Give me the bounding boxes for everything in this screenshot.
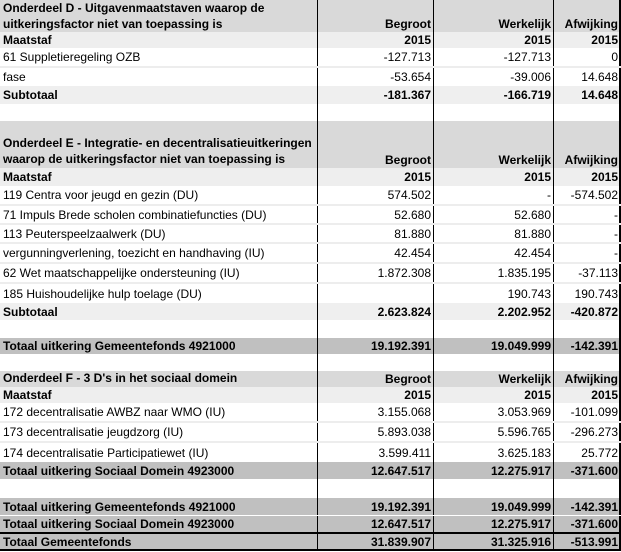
total-werkelijk: 12.275.917 (434, 462, 554, 479)
table-row (0, 48, 621, 68)
row-werkelijk: 81.880 (434, 225, 554, 242)
col-header-afwijking: Afwijking (554, 0, 621, 32)
subtotal-afwijking: 14.648 (554, 86, 621, 104)
subtotal-werkelijk: 2.202.952 (434, 303, 554, 320)
row-label: 119 Centra voor jeugd en gezin (DU) (0, 186, 318, 204)
section-d-title: Onderdeel D - Uitgavenmaatstaven waarop de uitkeringsfactor niet van toepassing is (0, 0, 318, 32)
year-werkelijk: 2015 (434, 387, 554, 403)
section-e-header (0, 121, 621, 168)
section-e-subtotal-row (0, 303, 621, 320)
row-label: fase (0, 68, 318, 86)
row-werkelijk: 42.454 (434, 244, 554, 262)
total-werkelijk: 19.049.999 (434, 498, 554, 515)
col-header-afwijking: Afwijking (554, 121, 621, 168)
row-begroot: 574.502 (318, 186, 434, 204)
col-header-begroot: Begroot (318, 121, 434, 168)
maatstaf-label: Maatstaf (0, 387, 318, 403)
row-werkelijk: 52.680 (434, 206, 554, 223)
row-afwijking: -296.273 (554, 423, 621, 441)
row-begroot: 3.155.068 (318, 403, 434, 421)
row-begroot: 81.880 (318, 225, 434, 242)
row-werkelijk: 190.743 (434, 284, 554, 303)
section-f-header (0, 371, 621, 387)
grand-total-label: Totaal Gemeentefonds (0, 534, 318, 549)
section-e-subheader (0, 168, 621, 186)
row-werkelijk: -127.713 (434, 48, 554, 66)
row-afwijking: 0 (554, 48, 621, 66)
col-header-begroot: Begroot (318, 0, 434, 32)
maatstaf-label: Maatstaf (0, 168, 318, 186)
row-afwijking: 25.772 (554, 443, 621, 462)
spacer-row (0, 354, 621, 371)
row-begroot: 3.599.411 (318, 443, 434, 462)
total-label: Totaal uitkering Gemeentefonds 4921000 (0, 498, 318, 515)
year-begroot: 2015 (318, 387, 434, 403)
summary-gemeentefonds-row (0, 498, 621, 516)
subtotal-label: Subtotaal (0, 86, 318, 104)
year-begroot: 2015 (318, 32, 434, 48)
table-row (0, 68, 621, 86)
subtotal-label: Subtotaal (0, 303, 318, 320)
table-row (0, 244, 621, 264)
row-begroot: 1.872.308 (318, 264, 434, 282)
section-d-subtotal-row (0, 86, 621, 104)
row-label: 172 decentralisatie AWBZ naar WMO (IU) (0, 403, 318, 421)
row-werkelijk: - (434, 186, 554, 204)
total-begroot: 12.647.517 (318, 516, 434, 532)
total-label: Totaal uitkering Gemeentefonds 4921000 (0, 338, 318, 354)
row-label: 174 decentralisatie Participatiewet (IU) (0, 443, 318, 462)
total-begroot: 19.192.391 (318, 338, 434, 354)
spacer-row (0, 320, 621, 338)
col-header-werkelijk: Werkelijk (434, 0, 554, 32)
table-row (0, 225, 621, 244)
section-e-title: Onderdeel E - Integratie- en decentralisatieuitkeringen waarop de uitkeringsfactor niet van toepassing is (0, 121, 318, 168)
spacer-row (0, 104, 621, 121)
row-begroot (318, 284, 434, 303)
row-label: 71 Impuls Brede scholen combinatiefuncties (DU) (0, 206, 318, 223)
table-row (0, 206, 621, 225)
section-f-title: Onderdeel F - 3 D's in het sociaal domein (0, 371, 318, 387)
row-begroot: 5.893.038 (318, 423, 434, 441)
row-afwijking: 14.648 (554, 68, 621, 86)
table-row (0, 284, 621, 303)
table-row (0, 403, 621, 423)
row-afwijking: -37.113 (554, 264, 621, 282)
row-begroot: 52.680 (318, 206, 434, 223)
row-afwijking: - (554, 244, 621, 262)
row-werkelijk: 1.835.195 (434, 264, 554, 282)
row-label: 61 Suppletieregeling OZB (0, 48, 318, 66)
col-header-werkelijk: Werkelijk (434, 371, 554, 387)
row-label: 185 Huishoudelijke hulp toelage (DU) (0, 284, 318, 303)
row-werkelijk: -39.006 (434, 68, 554, 86)
col-header-afwijking: Afwijking (554, 371, 621, 387)
row-werkelijk: 3.625.183 (434, 443, 554, 462)
subtotal-afwijking: -420.872 (554, 303, 621, 320)
row-afwijking: 190.743 (554, 284, 621, 303)
grand-total-row (0, 532, 621, 551)
maatstaf-label: Maatstaf (0, 32, 318, 48)
row-label: 113 Peuterspeelzaalwerk (DU) (0, 225, 318, 242)
subtotal-begroot: -181.367 (318, 86, 434, 104)
total-werkelijk: 19.049.999 (434, 338, 554, 354)
col-header-begroot: Begroot (318, 371, 434, 387)
year-afwijking: 2015 (554, 387, 621, 403)
col-header-werkelijk: Werkelijk (434, 121, 554, 168)
section-d-subheader (0, 32, 621, 48)
total-afwijking: -142.391 (554, 338, 621, 354)
row-afwijking: - (554, 225, 621, 242)
year-afwijking: 2015 (554, 168, 621, 186)
total-label: Totaal uitkering Sociaal Domein 4923000 (0, 462, 318, 479)
table-row (0, 423, 621, 443)
grand-total-afwijking: -513.991 (554, 534, 621, 549)
row-begroot: 42.454 (318, 244, 434, 262)
total-sociaal-domein-row (0, 462, 621, 479)
row-label: vergunningverlening, toezicht en handhaving (IU) (0, 244, 318, 262)
table-row (0, 264, 621, 284)
year-afwijking: 2015 (554, 32, 621, 48)
row-afwijking: - (554, 206, 621, 223)
row-label: 173 decentralisatie jeugdzorg (IU) (0, 423, 318, 441)
summary-sociaal-domein-row (0, 516, 621, 532)
grand-total-begroot: 31.839.907 (318, 534, 434, 549)
subtotal-begroot: 2.623.824 (318, 303, 434, 320)
row-werkelijk: 5.596.765 (434, 423, 554, 441)
total-afwijking: -371.600 (554, 516, 621, 532)
section-d-header (0, 0, 621, 32)
table-row (0, 186, 621, 206)
spacer-row (0, 479, 621, 498)
total-label: Totaal uitkering Sociaal Domein 4923000 (0, 516, 318, 532)
total-begroot: 19.192.391 (318, 498, 434, 515)
total-afwijking: -371.600 (554, 462, 621, 479)
total-werkelijk: 12.275.917 (434, 516, 554, 532)
table-row (0, 443, 621, 462)
grand-total-werkelijk: 31.325.916 (434, 534, 554, 549)
subtotal-werkelijk: -166.719 (434, 86, 554, 104)
row-label: 62 Wet maatschappelijke ondersteuning (IU) (0, 264, 318, 282)
total-gemeentefonds-row (0, 338, 621, 354)
row-afwijking: -101.099 (554, 403, 621, 421)
row-werkelijk: 3.053.969 (434, 403, 554, 421)
row-begroot: -53.654 (318, 68, 434, 86)
total-begroot: 12.647.517 (318, 462, 434, 479)
total-afwijking: -142.391 (554, 498, 621, 515)
year-werkelijk: 2015 (434, 168, 554, 186)
row-afwijking: -574.502 (554, 186, 621, 204)
row-begroot: -127.713 (318, 48, 434, 66)
year-begroot: 2015 (318, 168, 434, 186)
year-werkelijk: 2015 (434, 32, 554, 48)
section-f-subheader (0, 387, 621, 403)
